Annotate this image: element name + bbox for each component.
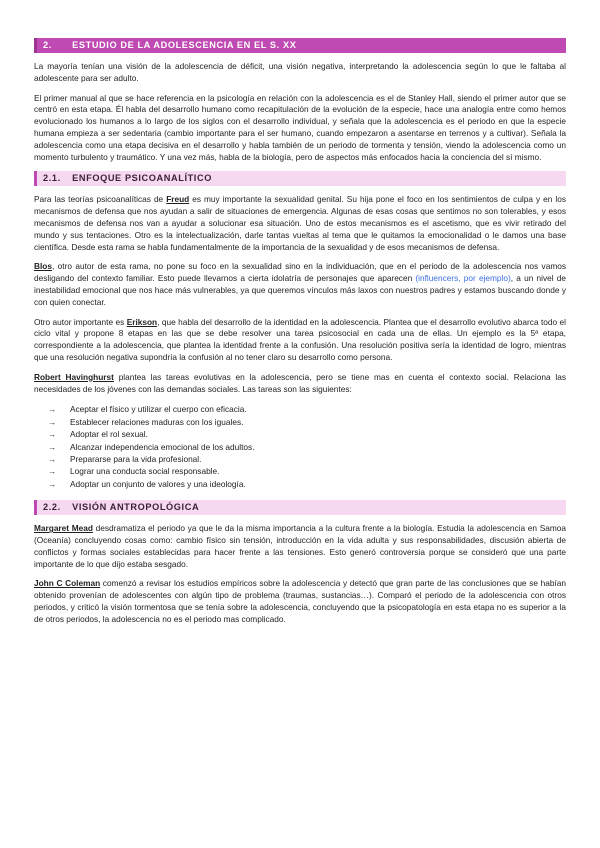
arrow-icon: →: [48, 466, 57, 477]
erikson-paragraph: [34, 317, 566, 364]
highlight-note: (influencers, por ejemplo): [415, 273, 511, 284]
list-item-text: Adoptar el rol sexual.: [70, 429, 148, 440]
list-item: [48, 478, 566, 490]
text: comenzó a revisar los estudios empíricos sobre la adolescencia y detectó que gran parte de las conclusiones que se habían obtenido provenían de adolescentes con algún tipo de problema (traumas, sustancias…). Comparó el periodo de la adolescencia con otros periodos, y criticó la visión tormentosa que se tenía sobre la adolescencia, concluyendo que la psicopatología en esta etapa no es superior a la de otros periodos, la adolescencia no es el periodo mas complicado.: [34, 578, 566, 624]
list-item-text: Lograr una conducta social responsable.: [70, 466, 220, 477]
list-item: [48, 416, 566, 428]
text: , a un nivel de inestabilidad emocional que nos hace más vulnerables, ya que queremos vínculos más laxos con nuestros padres y estamos buscando donde y con quien conectar.: [34, 273, 566, 307]
section-title: ESTUDIO DE LA ADOLESCENCIA EN EL S. XX: [72, 40, 297, 50]
author-havinghurst: Robert Havinghurst: [34, 371, 114, 382]
section-heading-2-1: [34, 171, 566, 186]
text: es muy importante la sexualidad genital. Su hija pone el foco en los sentimientos de culpa y en los mecanismos de defensa que nos ayudan a salir de situaciones de emergencia. Algunas de esas cosas que sentimos no son tolerables, y esos mecanismos de defensa nos van a ayudar a solucionar esa situación. Uno de estos mecanismos es el ascetismo, que es vivir retirado del mundo y sus tentaciones. Otro es la intelectualización, darle tantas vueltas al tema que le quitamos la emocionalidad o le damos una base científica. Desde esta rama se habla fundamentalmente de la importancia de la sexualidad y de esos mecanismos de defensa.: [34, 194, 567, 252]
list-item-text: Aceptar el físico y utilizar el cuerpo con eficacia.: [70, 404, 247, 415]
text: desdramatiza el periodo ya que le da la misma importancia a la cultura frente a la biología. Estudia la adolescencia en Samoa (Oceanía) concluyendo cosas como: cambio físico sin tensión, introducción en la vida adulta y sus responsabilidades, discusión abierta de conflictos y formas sociales establecidas para hacer frente a las tensiones. Esto generó controversia porque se consideró que una parte importante de lo que dijo estaba sesgado.: [34, 523, 566, 569]
section-number: 2.: [43, 40, 52, 50]
task-list: [48, 403, 566, 490]
list-item-text: Adoptar un conjunto de valores y una ideología.: [70, 478, 246, 489]
arrow-icon: →: [48, 416, 57, 427]
author-blos: Blos: [34, 261, 52, 272]
author-coleman: John C Coleman: [34, 578, 101, 589]
intro-paragraph-2: El primer manual al que se hace referencia en la psicología en relación con la adolescencia es el de Stanley Hall, siendo el primer autor que se centró en esta etapa. Él habla del desarrollo humano como recapitulación de la evolución de la especie, hace una analogía entre como hemos evolucionado los humanos a lo largo de los siglos con el desarrollo individual, y señala que la adolescencia es el periodo en que la especie humana empieza a ser sedentaria (cambio importante para el ser humano, cuando empezaron a asentarse en terrenos y a cultivar). Señala la adolescencia como una etapa decisiva en el desarrollo y habla también de un periodo de tormenta y tensión, viendo la adolescencia como un momento turbulento y traumático. Y una vez más, habla de la biología, pero de aspectos más enfocados hacia la conciencia del sí mismo.: [34, 92, 566, 162]
author-freud: Freud: [166, 194, 190, 205]
arrow-icon: →: [48, 429, 57, 440]
intro-paragraph-1: La mayoría tenían una visión de la adolescencia de déficit, una visión negativa, interpretando la adolescencia según lo que le faltaba al adolescente para ser adulto.: [34, 61, 566, 83]
text: , otro autor de esta rama, no pone su foco en la sexualidad sino en la individuación, que en el periodo de la adolescencia nos vamos desligando del contexto familiar. Esto puede llevarnos a cierta idolatría de personajes que aparecen: [34, 261, 566, 284]
list-item-text: Prepararse para la vida profesional.: [70, 453, 202, 464]
havinghurst-paragraph: [34, 372, 566, 396]
section-number: 2.2.: [43, 502, 61, 513]
author-erikson: Erikson: [126, 316, 158, 327]
blos-paragraph: [34, 261, 566, 308]
section-title: ENFOQUE PSICOANALÍTICO: [72, 173, 212, 184]
text: Otro autor importante es: [34, 316, 127, 327]
list-item: [48, 428, 566, 440]
author-mead: Margaret Mead: [34, 523, 93, 534]
text: plantea las tareas evolutivas en la adolescencia, pero se tiene mas en cuenta el contexto social. Relaciona las necesidades de los jóvenes con las demandas sociales. Las tareas son las siguientes:: [34, 371, 566, 394]
arrow-icon: →: [48, 404, 57, 415]
list-item-text: Alcanzar independencia emocional de los adultos.: [70, 441, 255, 452]
arrow-icon: →: [48, 478, 57, 489]
freud-paragraph: [34, 194, 566, 253]
section-title: VISIÓN ANTROPOLÓGICA: [72, 502, 200, 513]
mead-paragraph: [34, 523, 566, 570]
list-item: [48, 403, 566, 415]
arrow-icon: →: [48, 453, 57, 464]
text: Para las teorías psicoanalíticas de: [34, 194, 167, 205]
list-item: [48, 465, 566, 477]
section-heading-2: [34, 38, 566, 53]
section-heading-2-2: [34, 500, 566, 515]
list-item-text: Establecer relaciones maduras con los iguales.: [70, 416, 244, 427]
section-number: 2.1.: [43, 173, 61, 184]
list-item: [48, 453, 566, 465]
list-item: [48, 441, 566, 453]
coleman-paragraph: [34, 578, 566, 625]
arrow-icon: →: [48, 441, 57, 452]
text: , que habla del desarrollo de la identidad en la adolescencia. Plantea que el desarrollo evolutivo abarca todo el ciclo vital y propone 8 etapas en las que se debe resolver una tarea psicosocial en cada una de ellas. Un ejemplo es la 5ª etapa, correspondiente a la adolescencia, que plantea la identidad frente a la confusión. Una resolución positiva sería la identidad de logro, mientras que una resolución negativa supondría la confusión al no tener claro su desarrollo como persona.: [34, 316, 566, 362]
